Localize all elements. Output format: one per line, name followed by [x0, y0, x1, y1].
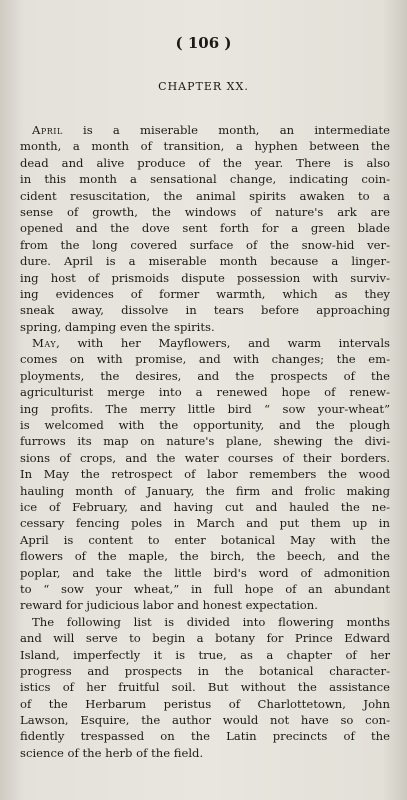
- paragraph-2-line: [20, 384, 390, 400]
- line-text: Island, imperfectly it is true, as a chapter of her: [20, 647, 390, 662]
- paragraph-2-line: [20, 548, 390, 564]
- line-text: flowers of the maple, the birch, the beech, and the: [20, 549, 390, 564]
- line-text: spring, damping even the spirits.: [20, 319, 215, 334]
- paragraph-3-line: [20, 712, 390, 728]
- line-text: is welcomed with the opportunity, and the plough: [20, 418, 390, 433]
- paragraph-2-line: [20, 532, 390, 548]
- paragraph-3-line: [20, 696, 390, 712]
- paragraph-3-line: [20, 663, 390, 679]
- line-text: sense of growth, the windows of nature's ark are: [20, 204, 390, 219]
- line-text: fidently trespassed on the Latin precincts of the: [20, 729, 390, 744]
- line-text: in this month a sensational change, indicating coin-: [20, 172, 390, 187]
- line-text: progress and prospects in the botanical character-: [20, 663, 390, 678]
- line-text: sneak away, dissolve in tears before approaching: [20, 303, 390, 318]
- line-text: , with her Mayflowers, and warm intervals: [56, 336, 390, 351]
- paragraph-2-line: [20, 335, 390, 351]
- paragraph-1-line: [20, 188, 390, 204]
- line-text: and will serve to begin a botany for Prince Edward: [20, 631, 390, 646]
- paragraph-2-line: [20, 499, 390, 515]
- line-text: science of the herb of the field.: [20, 745, 204, 760]
- line-text: furrows its map on nature's plane, shewing the divi-: [20, 434, 390, 449]
- paragraph-3-line: [20, 728, 390, 744]
- line-text: ing host of prismoids dispute possession with surviv-: [20, 270, 390, 285]
- line-text: ice of February, and having cut and hauled the ne-: [20, 499, 390, 514]
- line-text: is a miserable month, an intermediate: [62, 123, 390, 137]
- paragraph-1-line: [20, 286, 390, 302]
- line-text: ing evidences of former warmth, which as they: [20, 286, 390, 301]
- paragraph-1-line: [20, 171, 390, 187]
- line-text: month, a month of transition, a hyphen between the: [20, 139, 390, 154]
- paragraph-2-line: [20, 401, 390, 417]
- line-text: The following list is divided into flowering months: [32, 614, 390, 629]
- paragraph-1-line: [20, 122, 390, 138]
- paragraph-1-line: [20, 302, 390, 318]
- paragraph-1-line: [20, 138, 390, 154]
- line-text: opened and the dove sent forth for a green blade: [20, 221, 390, 236]
- page-number: ( 106 ): [175, 34, 232, 52]
- paragraph-1-line: [20, 253, 390, 269]
- paragraph-2-line: [20, 581, 390, 597]
- line-text: Lawson, Esquire, the author would not have so con-: [20, 713, 390, 728]
- paragraph-lead-word: May: [32, 336, 57, 351]
- paragraph-2-line: [20, 433, 390, 449]
- line-text: hauling month of January, the firm and frolic making: [20, 483, 390, 498]
- paragraph-3-line: [20, 614, 390, 630]
- line-text: sions of crops, and the water courses of their borders.: [20, 450, 390, 465]
- line-text: istics of her fruitful soil. But without the assistance: [20, 680, 390, 695]
- line-text: agriculturist merge into a renewed hope of renew-: [20, 385, 390, 400]
- paragraph-2-line: [20, 515, 390, 531]
- paragraph-1-line: [20, 220, 390, 236]
- paragraph-1-line: [20, 237, 390, 253]
- line-text: ployments, the desires, and the prospects of the: [20, 368, 390, 383]
- paragraph-2-line: [20, 466, 390, 482]
- paragraph-1-line: [20, 270, 390, 286]
- line-text: In May the retrospect of labor remembers the wood: [20, 467, 390, 482]
- line-text: cident resuscitation, the animal spirits awaken to a: [20, 188, 390, 203]
- line-text: of the Herbarum peristus of Charlottetown, John: [20, 696, 390, 711]
- line-text: cessary fencing poles in March and put them up in: [20, 516, 390, 531]
- paragraph-1-line: [20, 204, 390, 220]
- paragraph-3-line: [20, 679, 390, 695]
- paragraph-lead-word: April: [32, 123, 63, 137]
- paragraph-3-line: [20, 647, 390, 663]
- paragraph-2-line: [20, 351, 390, 367]
- paragraph-1-line: [20, 319, 390, 335]
- line-text: from the long covered surface of the snow-hid ver-: [20, 237, 390, 252]
- line-text: poplar, and take the little bird's word of admonition: [20, 565, 390, 580]
- page-body: [20, 122, 390, 761]
- paragraph-2-line: [20, 450, 390, 466]
- line-text: dure. April is a miserable month because a linger-: [20, 254, 390, 269]
- paragraph-2-line: [20, 417, 390, 433]
- paragraph-2-line: [20, 565, 390, 581]
- line-text: to “ sow your wheat,” in full hope of an abundant: [20, 581, 390, 596]
- line-text: reward for judicious labor and honest expectation.: [20, 598, 318, 613]
- paragraph-2-line: [20, 368, 390, 384]
- line-text: ing profits. The merry little bird “ sow your-wheat”: [20, 401, 390, 416]
- paragraph-3-line: [20, 745, 390, 761]
- line-text: April is content to enter botanical May with the: [20, 532, 390, 547]
- paragraph-3-line: [20, 630, 390, 646]
- paragraph-2-line: [20, 597, 390, 613]
- line-text: comes on with promise, and with changes; the em-: [20, 352, 390, 367]
- chapter-heading: CHAPTER XX.: [158, 80, 249, 93]
- paragraph-2-line: [20, 483, 390, 499]
- line-text: dead and alive produce of the year. There is also: [20, 155, 390, 170]
- paragraph-1-line: [20, 155, 390, 171]
